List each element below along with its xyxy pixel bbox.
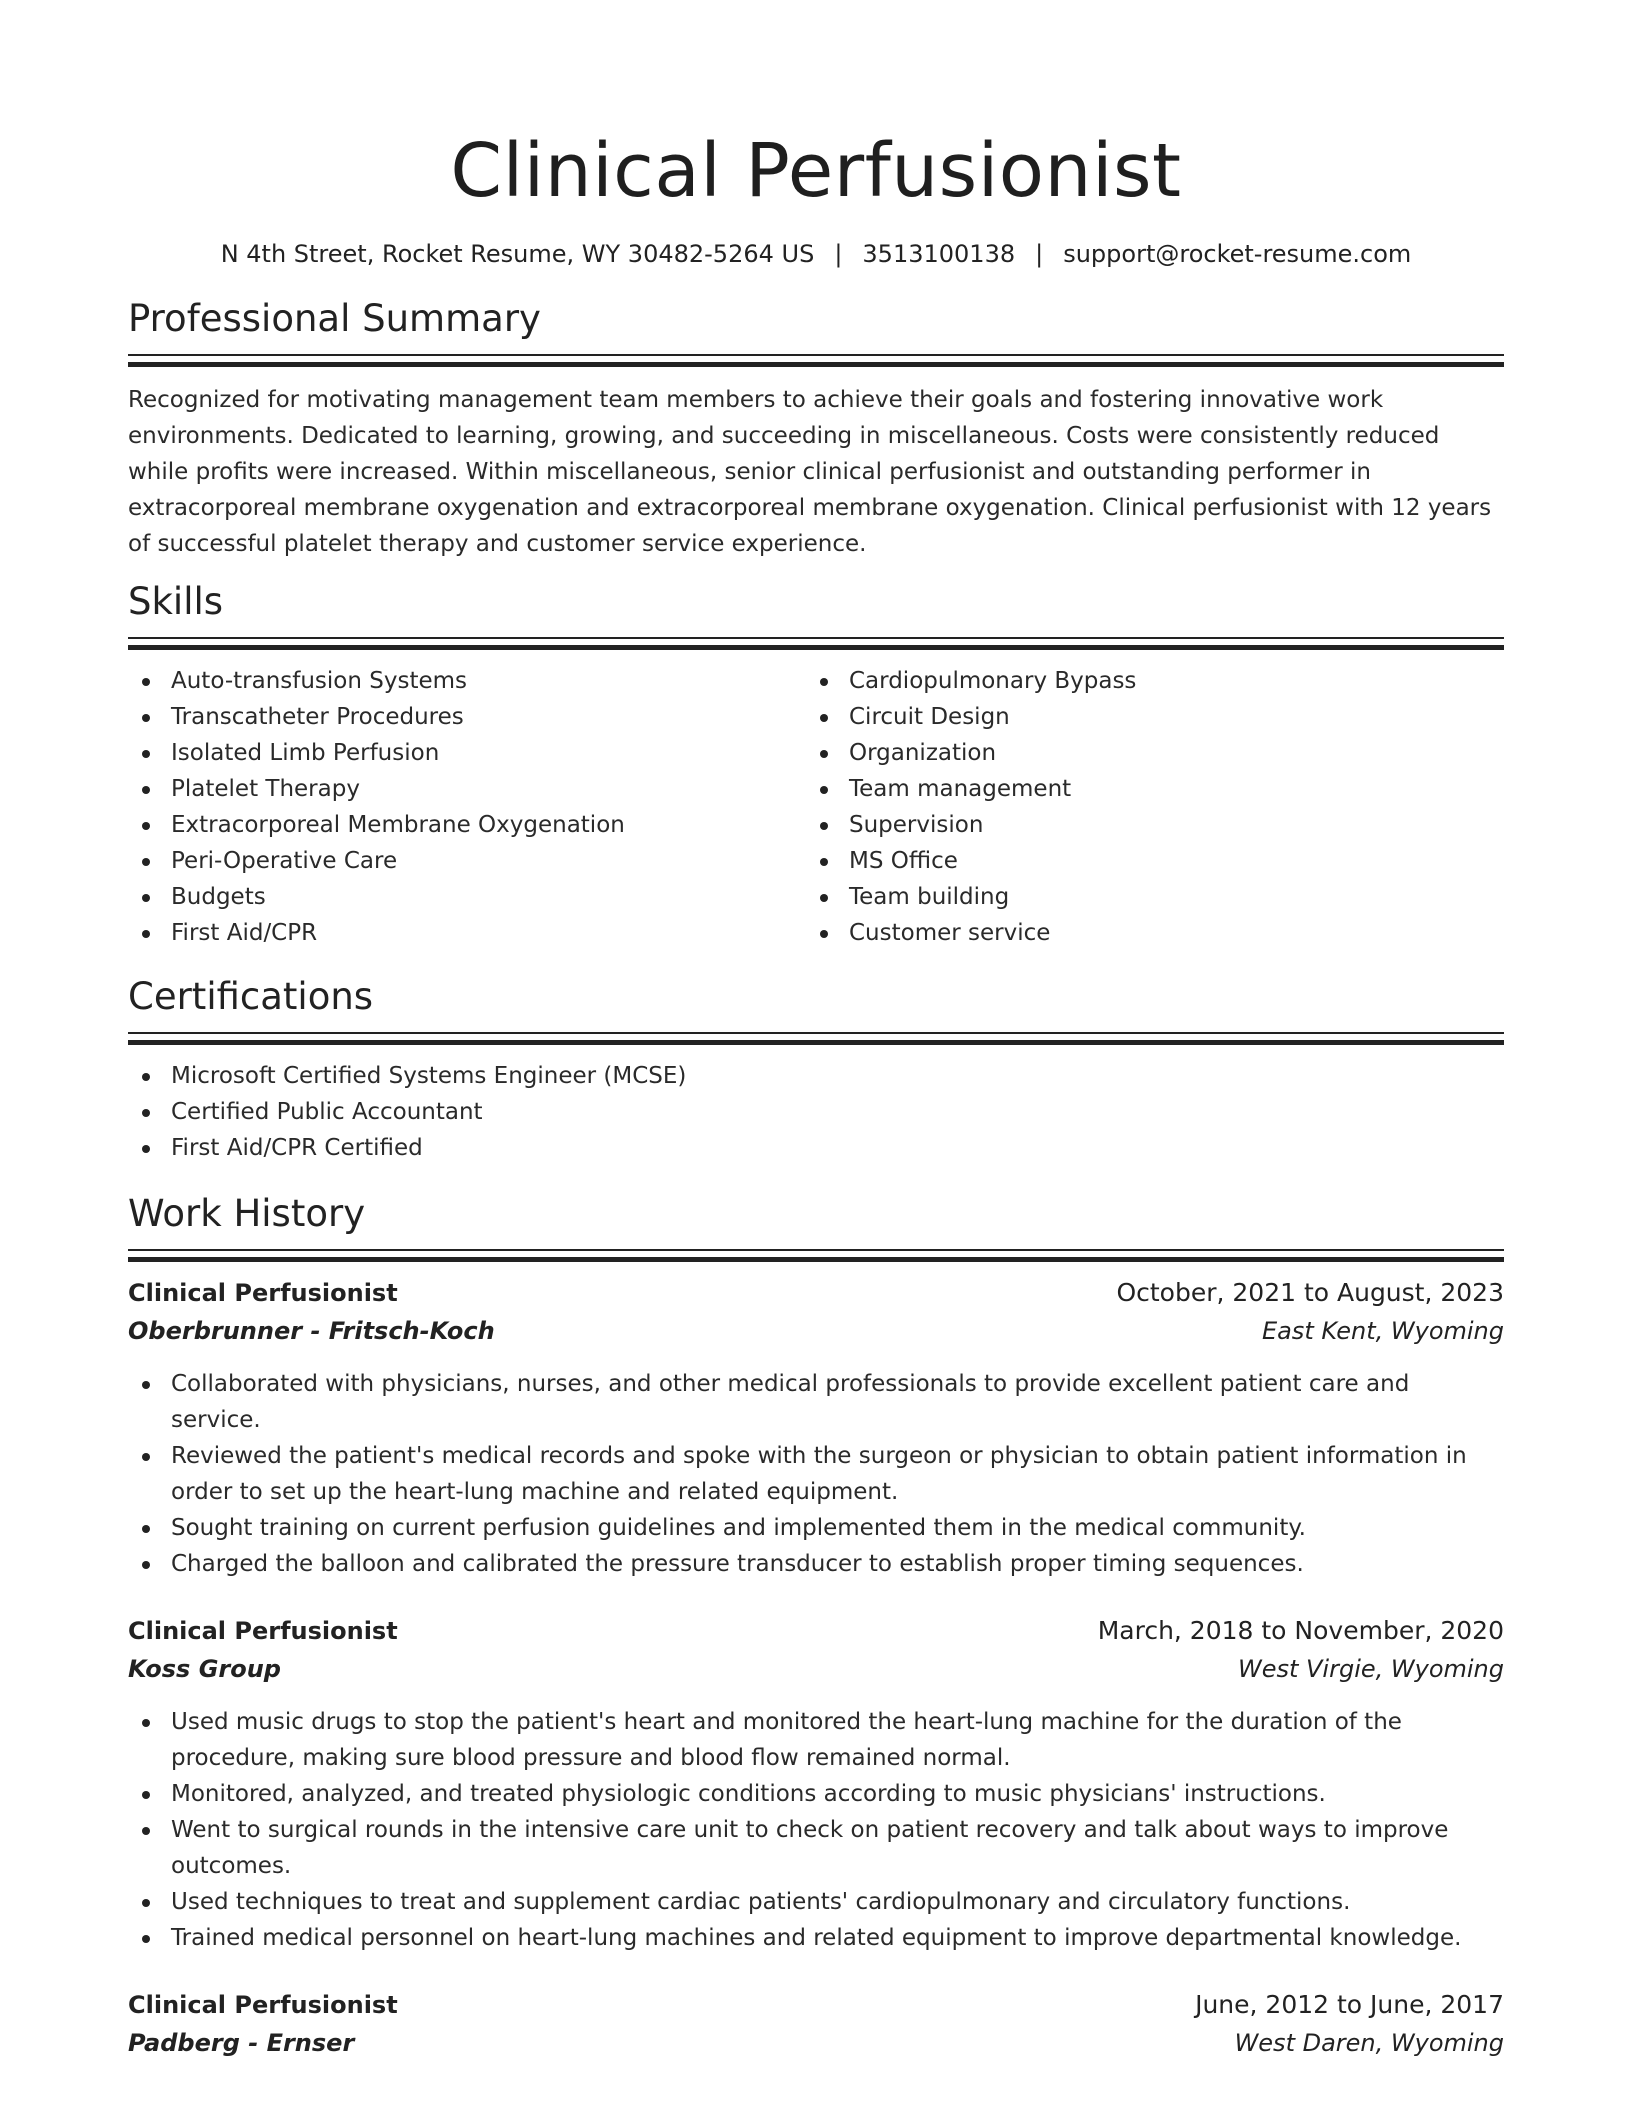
job-duty-item: Trained medical personnel on heart-lung machines and related equipment to improve departmental knowledge.	[128, 1920, 1504, 1956]
job-duty-item: Used techniques to treat and supplement cardiac patients' cardiopulmonary and circulatory functions.	[128, 1884, 1504, 1920]
job-location: West Virgie, Wyoming	[1237, 1655, 1504, 1683]
job-duties-list	[128, 1366, 1504, 1582]
bullet-icon	[142, 1453, 150, 1461]
job-duty-item: Collaborated with physicians, nurses, and other medical professionals to provide excellent patient care and service.	[128, 1366, 1504, 1438]
work-history-section	[128, 1190, 1504, 2062]
certifications-section	[128, 973, 1504, 1166]
bullet-icon	[142, 1719, 150, 1727]
bullet-icon	[142, 1073, 150, 1081]
bullet-icon	[142, 714, 150, 722]
job-entry	[128, 1986, 1504, 2062]
bullet-icon	[142, 1827, 150, 1835]
bullet-icon	[820, 822, 828, 830]
job-duties-list	[128, 1704, 1504, 1956]
skill-item: Platelet Therapy	[128, 771, 806, 807]
section-heading-summary: Professional Summary	[128, 297, 541, 340]
bullet-icon	[820, 894, 828, 902]
section-heading-certifications: Certifications	[128, 975, 374, 1018]
skill-item: Cardiopulmonary Bypass	[806, 663, 1484, 699]
bullet-icon	[142, 1935, 150, 1943]
job-title: Clinical Perfusionist	[128, 1991, 398, 2019]
job-dates: March, 2018 to November, 2020	[1097, 1616, 1504, 1645]
bullet-icon	[820, 678, 828, 686]
certifications-list	[128, 1058, 1504, 1166]
certification-item: Microsoft Certified Systems Engineer (MCSE)	[128, 1058, 1504, 1094]
bullet-icon	[142, 822, 150, 830]
certification-item: First Aid/CPR Certified	[128, 1130, 1504, 1166]
job-title: Clinical Perfusionist	[128, 1279, 398, 1307]
contact-line	[128, 237, 1504, 271]
skill-item: First Aid/CPR	[128, 915, 806, 951]
skill-item: Isolated Limb Perfusion	[128, 735, 806, 771]
job-location: West Daren, Wyoming	[1234, 2029, 1504, 2057]
skill-item: Auto-transfusion Systems	[128, 663, 806, 699]
bullet-icon	[142, 786, 150, 794]
job-duty-item: Reviewed the patient's medical records and spoke with the surgeon or physician to obtain patient information in order to set up the heart-lung machine and related equipment.	[128, 1438, 1504, 1510]
bullet-icon	[142, 1525, 150, 1533]
skills-grid	[128, 663, 1504, 951]
job-company: Padberg - Ernser	[128, 2029, 355, 2057]
job-company: Oberbrunner - Fritsch-Koch	[128, 1317, 495, 1345]
skill-item: Team management	[806, 771, 1484, 807]
skill-item: Customer service	[806, 915, 1484, 951]
skill-item: Supervision	[806, 807, 1484, 843]
summary-text: Recognized for motivating management team members to achieve their goals and fostering innovative work environments. Dedicated to learning, growing, and succeeding in miscellaneous. Costs were consistently reduced while profits were increased. Within miscellaneous, senior clinical perfusionist and outstanding performer in extracorporeal membrane oxygenation and extracorporeal membrane oxygenation. Clinical perfusionist with 12 years of successful platelet therapy and customer service experience.	[128, 387, 1492, 557]
contact-email[interactable]: support@rocket-resume.com	[1063, 240, 1412, 268]
bullet-icon	[142, 1381, 150, 1389]
bullet-icon	[142, 858, 150, 866]
job-company-row	[128, 1650, 1504, 1688]
section-heading-work-history: Work History	[128, 1192, 366, 1235]
skills-section	[128, 578, 1504, 951]
bullet-icon	[820, 714, 828, 722]
contact-address: N 4th Street, Rocket Resume, WY 30482-5264 US	[220, 240, 815, 268]
skill-item: Peri-Operative Care	[128, 843, 806, 879]
skill-item: MS Office	[806, 843, 1484, 879]
bullet-icon	[142, 930, 150, 938]
section-divider	[128, 354, 1504, 366]
job-duty-item: Sought training on current perfusion guidelines and implemented them in the medical community.	[128, 1510, 1504, 1546]
certification-item: Certified Public Accountant	[128, 1094, 1504, 1130]
bullet-icon	[820, 786, 828, 794]
section-heading-skills: Skills	[128, 580, 224, 623]
bullet-icon	[142, 750, 150, 758]
bullet-icon	[820, 930, 828, 938]
job-duty-item: Monitored, analyzed, and treated physiologic conditions according to music physicians' instructions.	[128, 1776, 1504, 1812]
skill-item: Extracorporeal Membrane Oxygenation	[128, 807, 806, 843]
resume-title: Clinical Perfusionist	[450, 128, 1182, 214]
job-entry	[128, 1612, 1504, 1956]
contact-separator: |	[1035, 240, 1044, 268]
bullet-icon	[820, 750, 828, 758]
job-dates: October, 2021 to August, 2023	[1116, 1278, 1504, 1307]
bullet-icon	[820, 858, 828, 866]
job-entry	[128, 1274, 1504, 1582]
skills-list-left	[128, 663, 806, 951]
skill-item: Team building	[806, 879, 1484, 915]
job-company-row	[128, 2024, 1504, 2062]
section-divider	[128, 1032, 1504, 1044]
skills-list-right	[806, 663, 1484, 951]
skill-item: Organization	[806, 735, 1484, 771]
job-duty-item: Went to surgical rounds in the intensive care unit to check on patient recovery and talk about ways to improve outcomes.	[128, 1812, 1504, 1884]
bullet-icon	[142, 1899, 150, 1907]
job-header-row	[128, 1612, 1504, 1650]
contact-phone: 3513100138	[862, 240, 1016, 268]
skill-item: Transcatheter Procedures	[128, 699, 806, 735]
section-divider	[128, 1249, 1504, 1261]
job-duty-item: Charged the balloon and calibrated the pressure transducer to establish proper timing sequences.	[128, 1546, 1504, 1582]
summary-section	[128, 295, 1504, 562]
job-header-row	[128, 1274, 1504, 1312]
contact-separator: |	[834, 240, 843, 268]
bullet-icon	[142, 894, 150, 902]
job-company: Koss Group	[128, 1655, 281, 1683]
job-title: Clinical Perfusionist	[128, 1617, 398, 1645]
bullet-icon	[142, 1561, 150, 1569]
bullet-icon	[142, 1145, 150, 1153]
job-company-row	[128, 1312, 1504, 1350]
section-divider	[128, 637, 1504, 649]
bullet-icon	[142, 1791, 150, 1799]
bullet-icon	[142, 1109, 150, 1117]
job-location: East Kent, Wyoming	[1261, 1317, 1504, 1345]
bullet-icon	[142, 678, 150, 686]
skill-item: Budgets	[128, 879, 806, 915]
job-header-row	[128, 1986, 1504, 2024]
skill-item: Circuit Design	[806, 699, 1484, 735]
job-dates: June, 2012 to June, 2017	[1195, 1990, 1504, 2019]
job-duty-item: Used music drugs to stop the patient's heart and monitored the heart-lung machine for the duration of the procedure, making sure blood pressure and blood flow remained normal.	[128, 1704, 1504, 1776]
